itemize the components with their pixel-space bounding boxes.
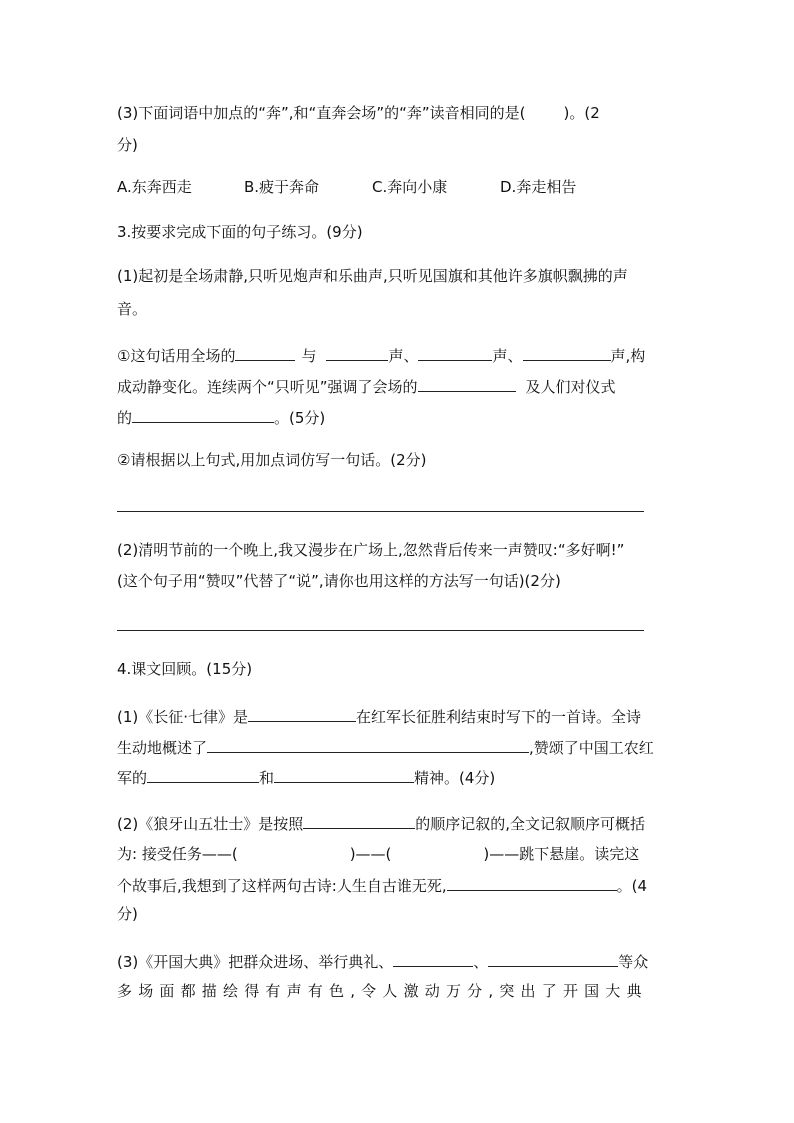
q3-1-sub1-line3 (117, 406, 325, 428)
q4-3-line2: 多场面都描绘得有声有色,令人激动万分,突出了开国大典 (117, 982, 648, 1000)
fill-blank[interactable] (132, 406, 274, 423)
fill-blank[interactable] (523, 344, 611, 361)
fill-blank[interactable] (393, 950, 473, 967)
q2-3-score: )。(2 (563, 104, 600, 122)
answer-line[interactable] (117, 630, 644, 631)
text: 。(5分) (274, 409, 326, 427)
text: 声、 (492, 347, 523, 365)
text: 的 (117, 409, 133, 427)
fill-blank[interactable] (488, 950, 618, 967)
text: )——( (349, 845, 392, 863)
text: 声、 (388, 347, 419, 365)
text: 军的 (117, 769, 148, 787)
fill-blank[interactable] (274, 766, 414, 783)
option-a[interactable]: A.东奔西走 (117, 178, 192, 196)
q3-2-line1: (2)清明节前的一个晚上,我又漫步在广场上,忽然背后传来一声赞叹:“多好啊!” (117, 541, 625, 559)
text: 成动静变化。连续两个“只听见”强调了会场的 (117, 378, 418, 396)
option-c[interactable]: C.奔向小康 (372, 178, 448, 196)
answer-line[interactable] (117, 511, 644, 512)
text: ①这句话用全场的 (117, 347, 236, 365)
text: 的顺序记叙的,全文记叙顺序可概括 (415, 815, 646, 833)
q3-heading: 3.按要求完成下面的句子练习。(9分) (117, 223, 363, 241)
q3-1-sub1-line2 (117, 375, 616, 397)
fill-blank[interactable] (447, 874, 617, 891)
q4-2-line4: 分) (117, 905, 138, 923)
q2-3-stem: (3)下面词语中加点的“奔”,和“直奔会场”的“奔”读音相同的是( (117, 104, 526, 122)
q2-3-score-tail: 分) (117, 136, 138, 154)
fill-blank[interactable] (391, 843, 483, 859)
q3-2-line2: (这个句子用“赞叹”代替了“说”,请你也用这样的方法写一句话)(2分) (117, 572, 561, 590)
fill-blank[interactable] (238, 843, 350, 859)
text: 。(4 (616, 877, 647, 895)
q3-1-line1: (1)起初是全场肃静,只听见炮声和乐曲声,只听见国旗和其他许多旗帜飘拂的声 (117, 267, 628, 285)
text: 生动地概述了 (117, 739, 208, 757)
fill-blank[interactable] (248, 705, 356, 722)
fill-blank[interactable] (418, 344, 492, 361)
text: 精神。(4分) (414, 769, 496, 787)
q4-2-line3 (117, 874, 647, 896)
text: 与 (301, 347, 317, 365)
text: 和 (259, 769, 275, 787)
text: 为: 接受任务——( (117, 845, 238, 863)
q3-1-sub2: ②请根据以上句式,用加点词仿写一句话。(2分) (117, 451, 427, 469)
q4-1-line1 (117, 705, 641, 727)
q2-3-answer-blank[interactable] (526, 102, 564, 118)
text: 、 (473, 953, 489, 971)
text: (2)《狼牙山五壮士》是按照 (117, 815, 304, 833)
q2-3-line1 (117, 102, 600, 123)
q3-1-line2: 音。 (117, 300, 148, 318)
fill-blank[interactable] (235, 344, 295, 361)
q4-2-line2 (117, 843, 639, 864)
q4-2-line1 (117, 812, 645, 834)
q4-heading: 4.课文回顾。(15分) (117, 660, 253, 678)
q3-1-sub1-line1 (117, 344, 645, 366)
text: 及人们对仪式 (525, 378, 616, 396)
fill-blank[interactable] (147, 766, 259, 783)
text: 在红军长征胜利结束时写下的一首诗。全诗 (356, 708, 642, 726)
fill-blank[interactable] (303, 812, 415, 829)
fill-blank[interactable] (326, 344, 388, 361)
option-b[interactable]: B.疲于奔命 (244, 178, 320, 196)
text: ,赞颂了中国工农红 (529, 739, 654, 757)
text: 等众 (618, 953, 649, 971)
fill-blank[interactable] (207, 736, 529, 753)
q4-1-line2 (117, 736, 654, 758)
text: )——跳下悬崖。读完这 (483, 845, 640, 863)
q4-1-line3 (117, 766, 495, 788)
q4-3-line1 (117, 950, 648, 972)
text: (3)《开国大典》把群众进场、举行典礼、 (117, 953, 394, 971)
fill-blank[interactable] (418, 375, 516, 392)
text: 个故事后,我想到了这样两句古诗:人生自古谁无死, (117, 877, 447, 895)
option-d[interactable]: D.奔走相告 (500, 178, 577, 196)
q2-3-line2 (117, 135, 138, 155)
text: (1)《长征·七律》是 (117, 708, 249, 726)
text: 声,构 (610, 347, 646, 365)
